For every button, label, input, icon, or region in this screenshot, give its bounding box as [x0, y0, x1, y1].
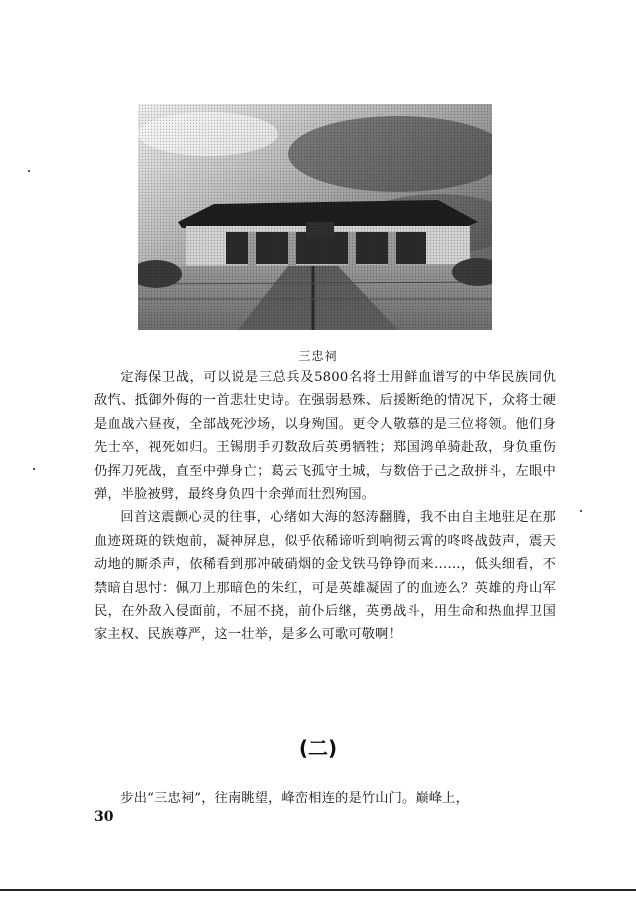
bottom-rule	[0, 889, 636, 891]
temple-photo	[138, 104, 492, 330]
scan-mark	[580, 510, 582, 512]
paragraph: 定海保卫战，可以说是三总兵及5800名将士用鲜血谱写的中华民族同仇敌忾、抵御外侮的一首悲壮史诗。在强弱悬殊、后援断绝的情况下，众将士硬是血战六昼夜，全部战死沙场，以身殉国。更令人敬慕的是三位将领。他们身先士卒，视死如归。王锡朋手刃数敌后英勇牺牲；郑国鸿单骑赴敌，身负重伤仍挥刀死战，直至中弹身亡；葛云飞孤守土城，与数倍于己之敌拼斗，左眼中弹，半脸被劈，最终身负四十余弹而壮烈殉国。	[94, 370, 556, 503]
body-text	[94, 366, 556, 647]
body-text-continued	[94, 787, 556, 810]
section-heading: (二)	[298, 736, 338, 760]
paragraph: 回首这震颤心灵的往事，心绪如大海的怒涛翻腾，我不由自主地驻足在那血迹斑斑的铁炮前，凝神屏息，似乎依稀谛听到响彻云霄的咚咚战鼓声，震天动地的厮杀声，依稀看到那冲破硝烟的金戈铁马铮铮而来……，低头细看，不禁暗自思忖：佩刀上那暗色的朱红，可是英雄凝固了的血迹么？英雄的舟山军民，在外敌入侵面前，不屈不挠，前仆后继，英勇战斗，用生命和热血捍卫国家主权、民族尊严，这一壮举，是多么可歌可敬啊！	[94, 510, 556, 643]
scan-mark	[33, 468, 35, 470]
page-number: 30	[94, 809, 114, 825]
paragraph: 步出“三忠祠”，往南眺望，峰峦相连的是竹山门。巅峰上，	[120, 791, 469, 806]
figure-caption: 三忠祠	[298, 349, 338, 363]
temple-photo-graphic	[138, 104, 492, 330]
scan-mark	[28, 170, 30, 172]
